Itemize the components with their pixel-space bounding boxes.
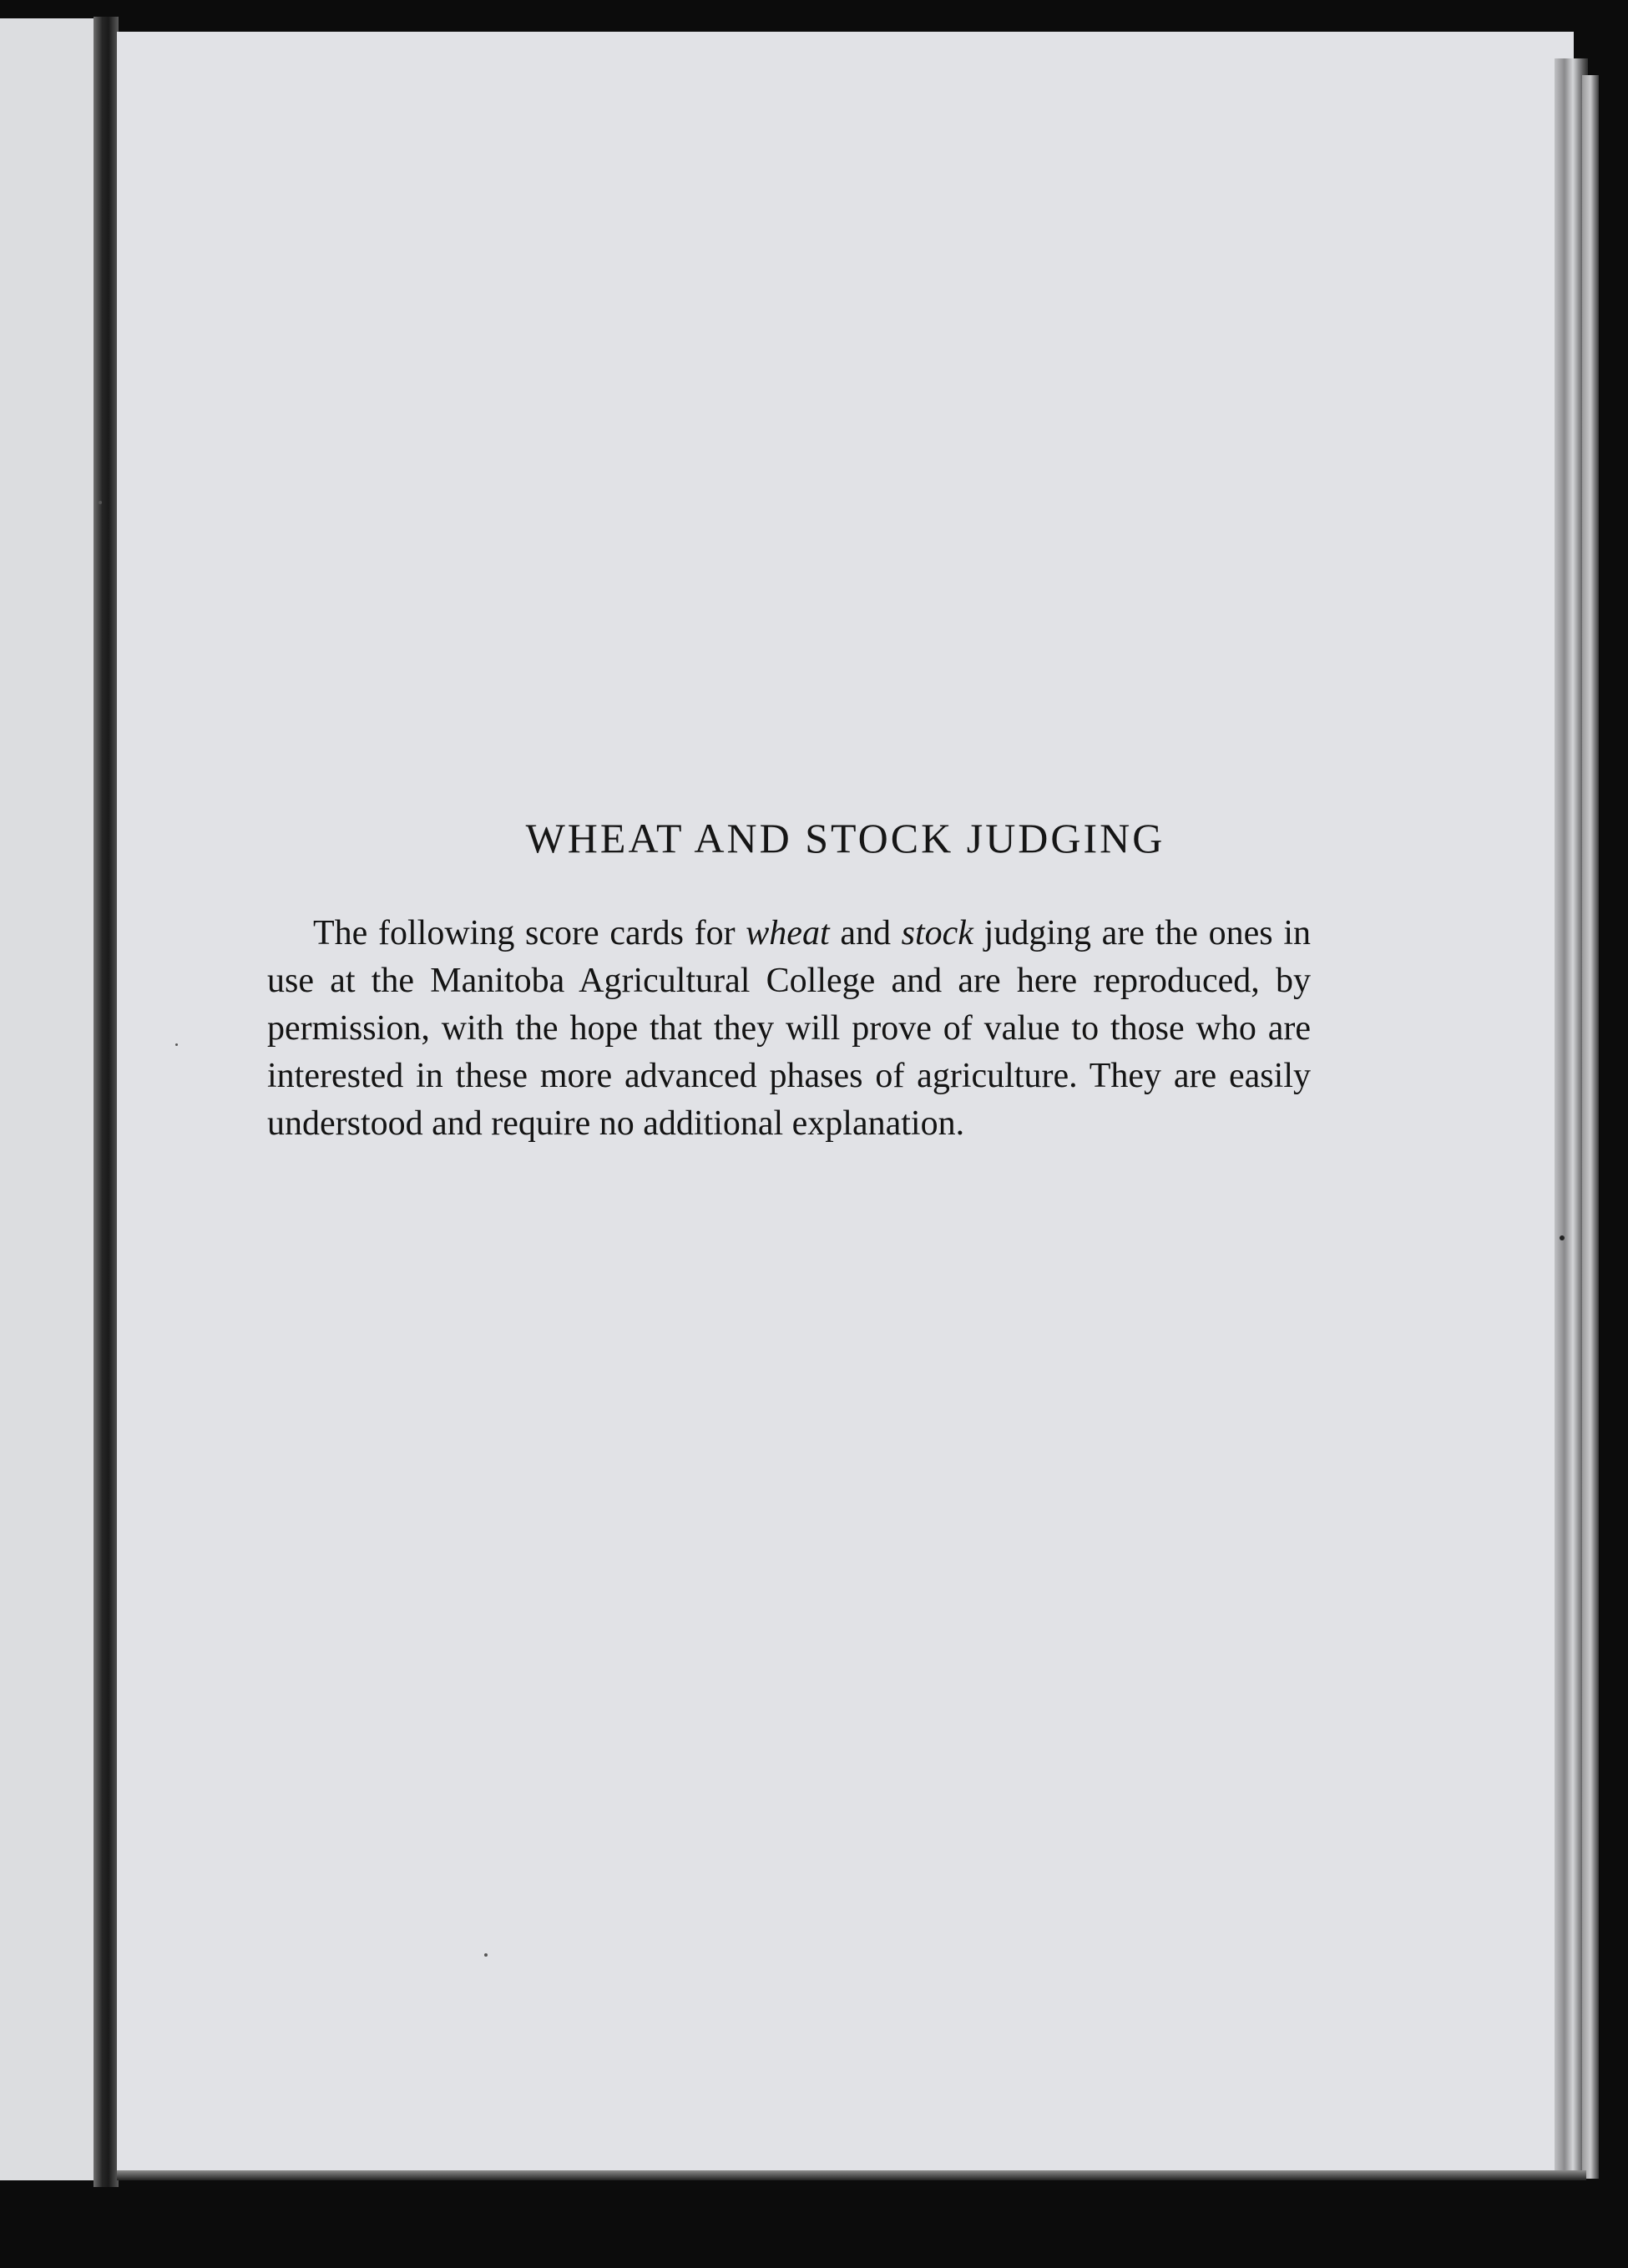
page-edge-leaves — [1582, 75, 1599, 2179]
stock-italic: stock — [901, 914, 973, 952]
paragraph-text-3: judging are the ones in use at the Manitoba Agricultural College and are here reproduced, by permission, with the hope that they will prove of value to those who are interested in these more advanced phases of agriculture. They are easily understood and require no additional explanation. — [267, 914, 1311, 1143]
binding-gutter — [94, 17, 119, 2187]
paragraph-text-2: and — [829, 914, 902, 952]
page-title: WHEAT AND STOCK JUDGING — [525, 815, 1165, 861]
scan-speck — [175, 1043, 178, 1046]
scan-speck — [484, 1953, 488, 1957]
scan-speck — [1560, 1235, 1565, 1240]
left-facing-page — [0, 18, 100, 2180]
scan-speck — [99, 501, 102, 504]
paragraph-text-1: The following score cards for — [313, 914, 746, 952]
body-paragraph — [267, 910, 1311, 1148]
bottom-edge-shadow — [117, 2170, 1586, 2180]
wheat-italic: wheat — [746, 914, 830, 952]
